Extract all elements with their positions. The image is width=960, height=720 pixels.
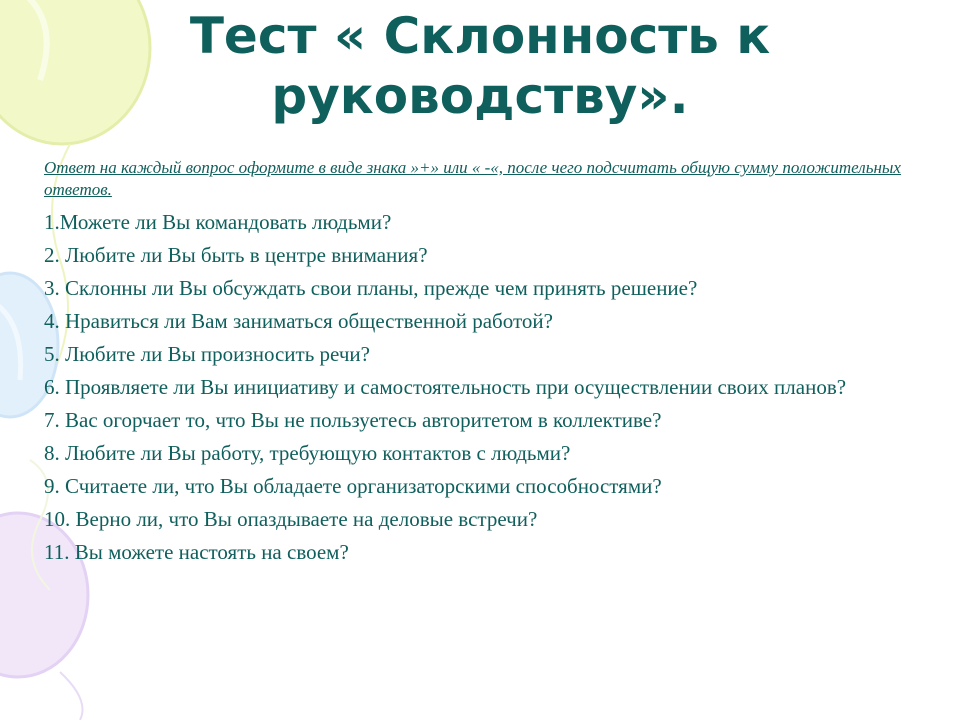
purple-balloon-string <box>60 672 83 720</box>
question-item-4: 4. Нравиться ли Вам заниматься общественной работой? <box>44 309 553 333</box>
question-item-2: 2. Любите ли Вы быть в центре внимания? <box>44 243 428 267</box>
question-item-10: 10. Верно ли, что Вы опаздываете на деловые встречи? <box>44 507 538 531</box>
question-item-11: 11. Вы можете настоять на своем? <box>44 540 349 564</box>
question-item-6: 6. Проявляете ли Вы инициативу и самостоятельность при осуществлении своих планов? <box>44 375 847 399</box>
question-list <box>44 209 894 572</box>
question-item-7: 7. Вас огорчает то, что Вы не пользуетесь авторитетом в коллективе? <box>44 408 662 432</box>
question-item-5: 5. Любите ли Вы произносить речи? <box>44 342 370 366</box>
question-item-1: 1.Можете ли Вы командовать людьми? <box>44 210 392 234</box>
slide-title: Тест « Склонность к руководству». <box>189 7 771 125</box>
question-item-3: 3. Склонны ли Вы обсуждать свои планы, прежде чем принять решение? <box>44 276 698 300</box>
question-item-8: 8. Любите ли Вы работу, требующую контактов с людьми? <box>44 441 571 465</box>
instruction-text: Ответ на каждый вопрос оформите в виде знака »+» или « -«, после чего подсчитать общую сумму положительных ответов. <box>44 158 901 199</box>
question-item-9: 9. Считаете ли, что Вы обладаете организаторскими способностями? <box>44 474 662 498</box>
